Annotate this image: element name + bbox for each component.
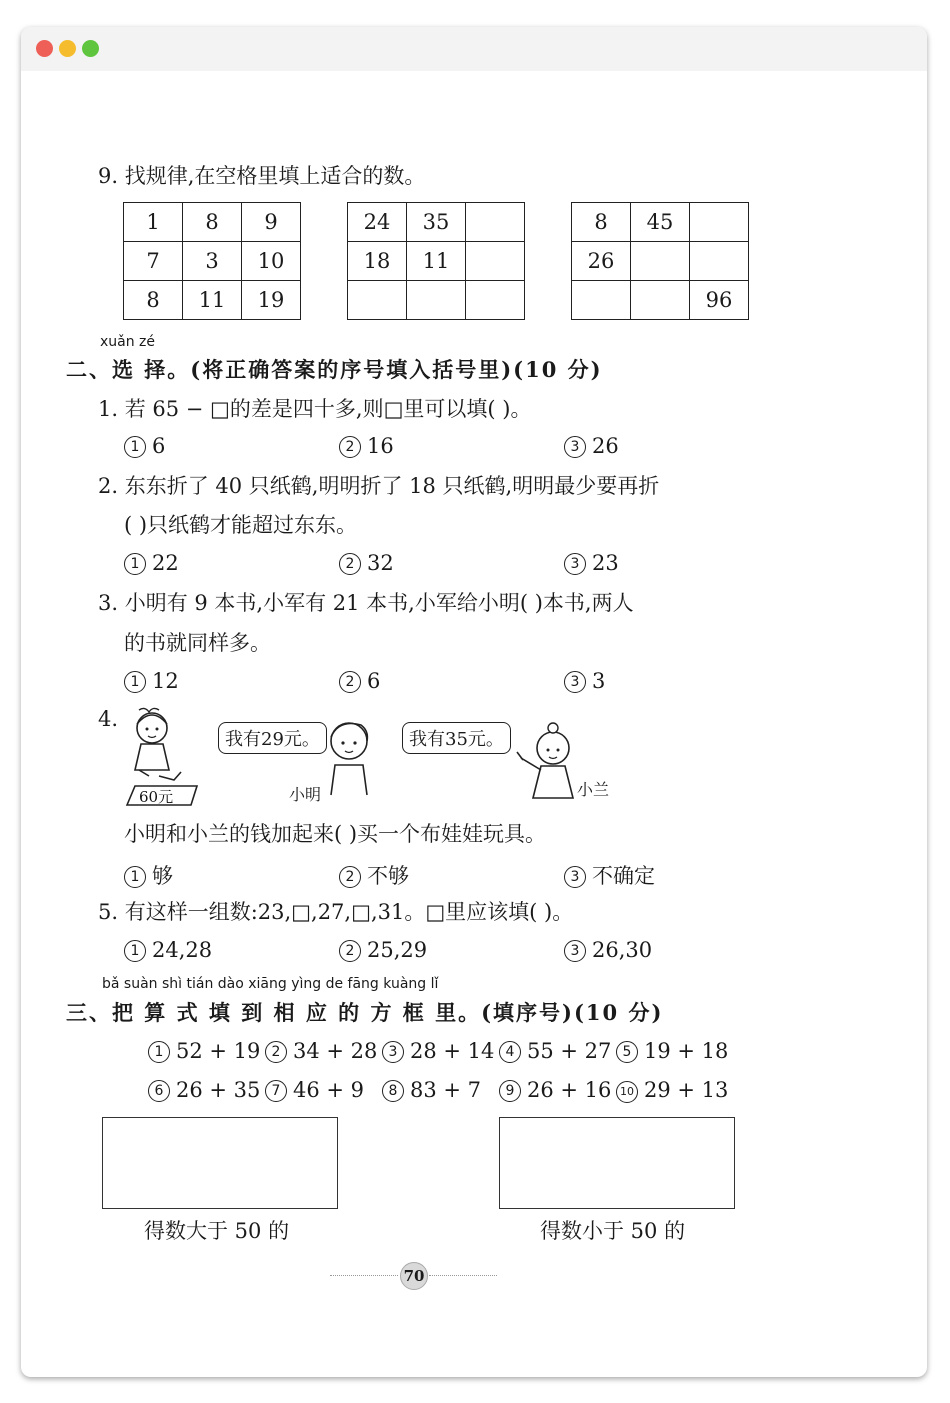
girl-illustration (511, 722, 581, 800)
expression-item: 10 29 + 13 (616, 1078, 728, 1103)
grid-cell: 24 (348, 203, 407, 242)
q1-option-3[interactable]: 3 26 (564, 434, 619, 458)
answer-cell[interactable] (466, 242, 525, 281)
q2-option-2[interactable]: 2 32 (339, 551, 394, 575)
q3-line2: 的书就同样多。 (124, 631, 271, 655)
worksheet-page (21, 27, 927, 1377)
q4-option-1[interactable]: 1 够 (124, 860, 173, 890)
pattern-grid-3 (571, 202, 749, 320)
pattern-grid-2 (347, 202, 525, 320)
q5-option-3[interactable]: 3 26,30 (564, 938, 652, 962)
circled-number: 1 (124, 553, 146, 575)
circled-number: 2 (339, 940, 361, 962)
q9-title: 9. 找规律,在空格里填上适合的数。 (98, 164, 426, 188)
q2-line1: 2. 东东折了 40 只纸鹤,明明折了 18 只纸鹤,明明最少要再折 (98, 474, 660, 498)
expression-item: 7 46 + 9 (265, 1078, 364, 1102)
grid-cell: 11 (407, 242, 466, 281)
grid-cell: 7 (124, 242, 183, 281)
box1-label: 得数大于 50 的 (144, 1219, 290, 1243)
circled-number: 1 (124, 866, 146, 888)
q2-line2: ( )只纸鹤才能超过东东。 (124, 513, 358, 537)
circled-number: 2 (339, 866, 361, 888)
app-window (21, 27, 927, 1377)
q3-option-1[interactable]: 1 12 (124, 669, 179, 693)
speech-bubble-xiaoming: 我有29元。 (218, 722, 327, 754)
q3-option-3[interactable]: 3 3 (564, 669, 605, 693)
expression-item: 9 26 + 16 (499, 1078, 611, 1102)
circled-number: 2 (339, 553, 361, 575)
page-divider-right (429, 1275, 497, 1276)
circled-number: 3 (564, 553, 586, 575)
name-xiaolan: 小兰 (577, 780, 610, 799)
grid-cell: 8 (183, 203, 242, 242)
expression-item: 4 55 + 27 (499, 1039, 611, 1063)
circled-number: 3 (564, 436, 586, 458)
q1-text: 1. 若 65 − □的差是四十多,则□里可以填( )。 (98, 397, 532, 421)
q4-option-2[interactable]: 2 不够 (339, 860, 409, 890)
answer-cell[interactable] (690, 242, 749, 281)
boy-illustration (317, 717, 379, 797)
circled-number: 3 (564, 940, 586, 962)
answer-box-less-than-50[interactable] (499, 1117, 735, 1209)
price-tag-label: 60元 (139, 788, 174, 806)
q1-option-2[interactable]: 2 16 (339, 434, 394, 458)
expression-item: 1 52 + 19 (148, 1039, 260, 1063)
q3-option-2[interactable]: 2 6 (339, 669, 380, 693)
answer-box-greater-than-50[interactable] (102, 1117, 338, 1209)
grid-cell: 96 (690, 281, 749, 320)
grid-cell: 3 (183, 242, 242, 281)
q4-option-3[interactable]: 3 不确定 (564, 860, 655, 890)
grid-cell: 18 (348, 242, 407, 281)
grid-cell: 8 (124, 281, 183, 320)
page-divider-left (330, 1275, 398, 1276)
circled-number: 2 (339, 671, 361, 693)
q5-option-1[interactable]: 1 24,28 (124, 938, 212, 962)
expression-item: 2 34 + 28 (265, 1039, 377, 1063)
grid-cell: 45 (631, 203, 690, 242)
q3-line1: 3. 小明有 9 本书,小军有 21 本书,小军给小明( )本书,两人 (98, 591, 634, 615)
expression-item: 3 28 + 14 (382, 1039, 494, 1063)
answer-cell[interactable] (466, 203, 525, 242)
q2-option-1[interactable]: 1 22 (124, 551, 179, 575)
answer-cell[interactable] (690, 203, 749, 242)
grid-cell: 35 (407, 203, 466, 242)
answer-cell[interactable] (466, 281, 525, 320)
answer-cell[interactable] (348, 281, 407, 320)
q5-option-2[interactable]: 2 25,29 (339, 938, 427, 962)
q5-text: 5. 有这样一组数:23,□,27,□,31。□里应该填( )。 (98, 900, 574, 924)
box2-label: 得数小于 50 的 (540, 1219, 686, 1243)
section2-heading: 二、选 择。(将正确答案的序号填入括号里)(10 分) (66, 357, 603, 382)
expression-item: 6 26 + 35 (148, 1078, 260, 1102)
section3-pinyin: bǎ suàn shì tián dào xiāng yìng de fāng kuàng lǐ (102, 976, 439, 992)
answer-cell[interactable] (407, 281, 466, 320)
grid-cell: 1 (124, 203, 183, 242)
answer-cell[interactable] (631, 242, 690, 281)
q1-option-1[interactable]: 1 6 (124, 434, 165, 458)
pattern-grid-1 (123, 202, 301, 320)
circled-number: 1 (124, 671, 146, 693)
section3-heading: 三、把 算 式 填 到 相 应 的 方 框 里。(填序号)(10 分) (66, 1000, 664, 1025)
q2-option-3[interactable]: 3 23 (564, 551, 619, 575)
circled-number: 1 (124, 940, 146, 962)
circled-number: 2 (339, 436, 361, 458)
expression-item: 5 19 + 18 (616, 1039, 728, 1063)
q4-text: 小明和小兰的钱加起来( )买一个布娃娃玩具。 (124, 822, 547, 846)
grid-cell: 19 (242, 281, 301, 320)
circled-number: 1 (124, 436, 146, 458)
page-number: 70 (400, 1262, 428, 1290)
grid-cell: 10 (242, 242, 301, 281)
expression-item: 8 83 + 7 (382, 1078, 481, 1102)
circled-number: 3 (564, 671, 586, 693)
grid-cell: 11 (183, 281, 242, 320)
doll-illustration (119, 702, 219, 810)
answer-cell[interactable] (572, 281, 631, 320)
name-xiaoming: 小明 (289, 785, 322, 804)
grid-cell: 26 (572, 242, 631, 281)
q4-number: 4. (98, 707, 119, 731)
section2-pinyin: xuǎn zé (100, 334, 156, 350)
answer-cell[interactable] (631, 281, 690, 320)
grid-cell: 9 (242, 203, 301, 242)
circled-number: 3 (564, 866, 586, 888)
speech-bubble-xiaolan: 我有35元。 (402, 722, 511, 754)
grid-cell: 8 (572, 203, 631, 242)
